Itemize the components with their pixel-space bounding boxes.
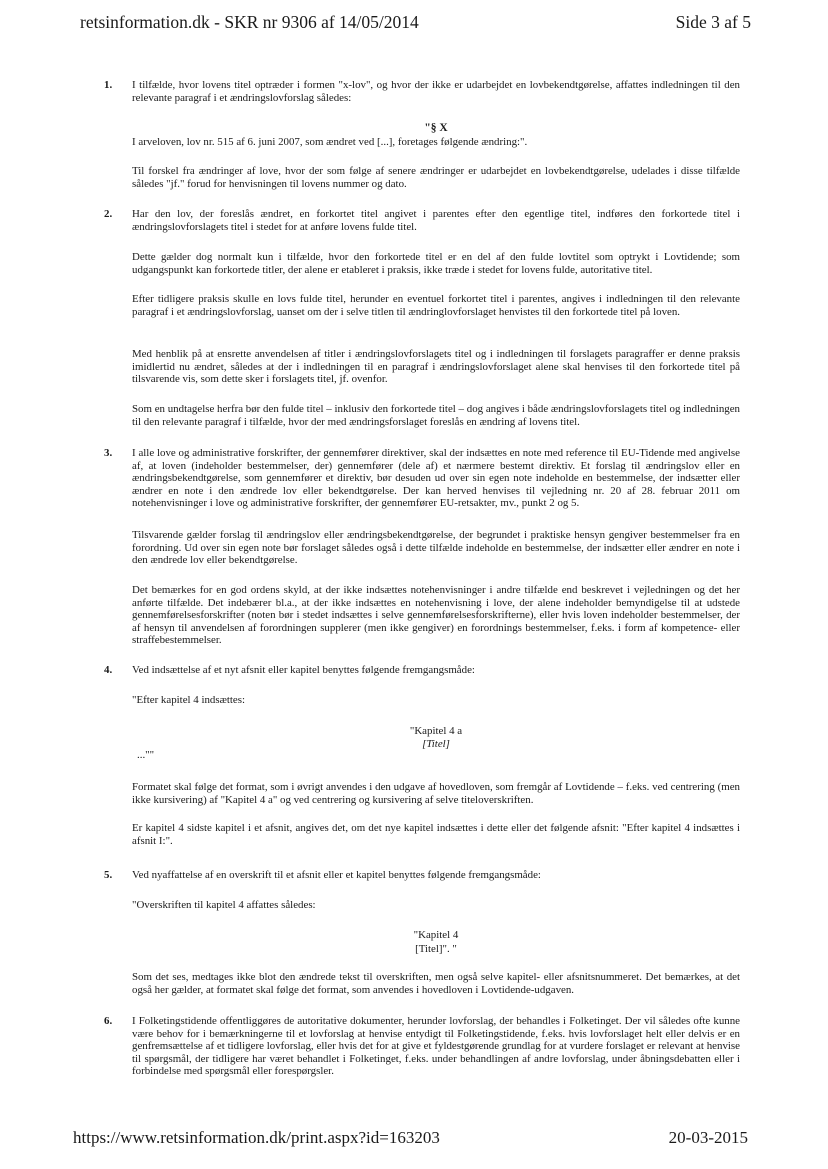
item-4-chapter-label: "Kapitel 4 a — [409, 725, 463, 737]
item-number-3: 3. — [104, 447, 113, 459]
item-2-paragraph: Har den lov, der foreslås ændret, en forkortet titel angivet i parentes efter den egentlige titel, indføres den forkortede titel i ændringslovforslagets titel i stedet for at anføre lovens fulde titel. — [132, 208, 740, 233]
item-5-paragraph-c: Som det ses, medtages ikke blot den ændrede tekst til overskriften, men også selve kapitel- eller afsnitsnummeret. Det bemærkes, at det også her gælder, at formatet skal følge det format, som anvendes i hovedloven i Lovtidende-udgaven. — [132, 971, 740, 996]
item-4-title-placeholder: [Titel] — [422, 738, 450, 750]
item-4-paragraph-d: Er kapitel 4 sidste kapitel i et afsnit, angives det, om det nye kapitel indsættes i dette eller det følgende afsnit: "Efter kapitel 4 indsættes i afsnit I:". — [132, 822, 740, 847]
item-number-1: 1. — [104, 79, 113, 91]
item-number-6: 6. — [104, 1015, 113, 1027]
item-4-paragraph-c: Formatet skal følge det format, som i øvrigt anvendes i den udgave af hovedloven, som fremgår af Lovtidende – f.eks. ved centrering (men ikke kursivering) af "Kapitel 4 a" og ved centrering og kursivering af selve titeloverskriften. — [132, 781, 740, 806]
header-page-number: Side 3 af 5 — [675, 12, 751, 32]
item-2-paragraph-e: Som en undtagelse herfra bør den fulde titel – inklusiv den forkortede titel – dog angives i både ændringslovforslagets titel og indledningen til den relevante paragraf i tilfælde, hvor der med ændringsforslaget foreslås en ændring af lovens titel. — [132, 403, 740, 428]
item-2-paragraph-d: Med henblik på at ensrette anvendelsen af titler i ændringslovforslagets titel og i indledningen til forslagets paragraffer er denne praksis imidlertid nu ændret, således at der i indledningen til en paragraf i ændringslovforslaget alene skal henvises til den forkortede titel på tilsvarende vis, som dette sker i forslagets titel, jf. ovenfor. — [132, 348, 740, 386]
item-1-paragraph-b: I arveloven, lov nr. 515 af 6. juni 2007, som ændret ved [...], foretages følgende ændring:". — [132, 136, 528, 148]
item-3-paragraph: I alle love og administrative forskrifter, der gennemfører direktiver, skal der indsættes en note med reference til EU-Tidende med angivelse af, at loven (indeholder bestemmelser, der) gennemfører (dele af) et nærmere bestemt direktiv. Et forslag til ændringslov eller en ændringsbekendtgørelse, som gennemfører et direktiv, bør desuden ud over sin egen note indeholde en bestemmelse, der indsætter eller ændrer en note i den ændrede lov eller bekendtgørelse. Der kan herved henvises til vejledning nr. 20 af 28. februar 2011 om notehenvisninger i love og administrative forskrifter, der gennemfører EU-retsakter, mv., punkt 2 og 5. — [132, 447, 740, 510]
item-5-paragraph-b: "Overskriften til kapitel 4 affattes således: — [132, 899, 316, 911]
item-5-title-placeholder: [Titel]". " — [415, 943, 457, 955]
item-number-5: 5. — [104, 869, 113, 881]
item-5-paragraph: Ved nyaffattelse af en overskrift til et afsnit eller et kapitel benyttes følgende fremgangsmåde: — [132, 869, 541, 881]
item-2-paragraph-c: Efter tidligere praksis skulle en lovs fulde titel, herunder en eventuel forkortet titel i parentes, angives i indledningen til den relevante paragraf i et ændringslovforslag, uanset om der i selve titlen til ændringlovforslaget henvistes til den forkortede titel på loven. — [132, 293, 740, 318]
item-2-paragraph-b: Dette gælder dog normalt kun i tilfælde, hvor den forkortede titel er en del af den fulde lovtitel som optrykt i Lovtidende; som udgangspunkt kan forkortede titler, der alene er etableret i praksis, ikke træde i stedet for lovens fulde, autoritative titel. — [132, 251, 740, 276]
item-1-paragraph: I tilfælde, hvor lovens titel optræder i formen "x-lov", og hvor der ikke er udarbejdet en lovbekendtgørelse, affattes indledningen til den relevante paragraf i et ændringslovforslag således: — [132, 79, 740, 104]
item-number-4: 4. — [104, 664, 113, 676]
item-5-chapter-label: "Kapitel 4 — [413, 929, 459, 941]
item-number-2: 2. — [104, 208, 113, 220]
item-1-paragraph-c: Til forskel fra ændringer af love, hvor der som følge af senere ændringer er udarbejdet en lovbekendtgørelse, udelades i disse tilfælde således "jf." forud for henvisningen til lovens nummer og dato. — [132, 165, 740, 190]
item-4-paragraph: Ved indsættelse af et nyt afsnit eller kapitel benyttes følgende fremgangsmåde: — [132, 664, 475, 676]
item-4-ellipsis: ..."" — [137, 749, 155, 761]
item-4-paragraph-b: "Efter kapitel 4 indsættes: — [132, 694, 246, 706]
footer-url[interactable]: https://www.retsinformation.dk/print.aspx?id=163203 — [73, 1128, 440, 1147]
header-source: retsinformation.dk - SKR nr 9306 af 14/05/2014 — [80, 12, 419, 32]
footer-date: 20-03-2015 — [668, 1128, 748, 1147]
item-6-paragraph: I Folketingstidende offentliggøres de autoritative dokumenter, herunder lovforslag, der behandles i Folketinget. Der vil således ofte kunne være behov for i bemærkningerne til et lovforslag at henvise entydigt til Folketingstidende, f.eks. hvis lovforslaget helt eller delvis er en genfremsættelse af et tidligere lovforslag, eller hvis det for at give et fyldestgørende grundlag for at vurdere forslaget er relevant at henvise til spørgsmål, der tidligere har været behandlet i Folketinget, f.eks. under behandlingen af andre lovforslag, under åbningsdebatten eller i forbindelse med spørgsmål eller forespørgsler. — [132, 1015, 740, 1078]
item-3-paragraph-c: Det bemærkes for en god ordens skyld, at der ikke indsættes notehenvisninger i andre tilfælde end beskrevet i vejledningen og det her anførte tilfælde. Det indebærer bl.a., at der ikke indsættes en notehenvisning i love, der alene indeholder bemyndigelse til at udstede gennemførelsesforskrifter (noten bør i stedet indsættes i selve gennemførelsesforskrifterne), eller hvis loven indeholder bestemmelser, der af hensyn til anvendelsen af forordningen supplerer (men ikke gengiver) en forordnings bestemmelser, f.eks. i form af kompetence- eller straffebestemmelser. — [132, 584, 740, 647]
item-3-paragraph-b: Tilsvarende gælder forslag til ændringslov eller ændringsbekendtgørelse, der begrundet i praktiske hensyn gengiver bestemmelser fra en forordning. Ud over sin egen note bør forslaget således også i dette tilfælde indeholde en bestemmelse, der indsætter eller ændrer en note i den ændrede lov eller bekendtgørelse. — [132, 529, 740, 567]
item-1-heading: "§ X — [424, 122, 448, 134]
